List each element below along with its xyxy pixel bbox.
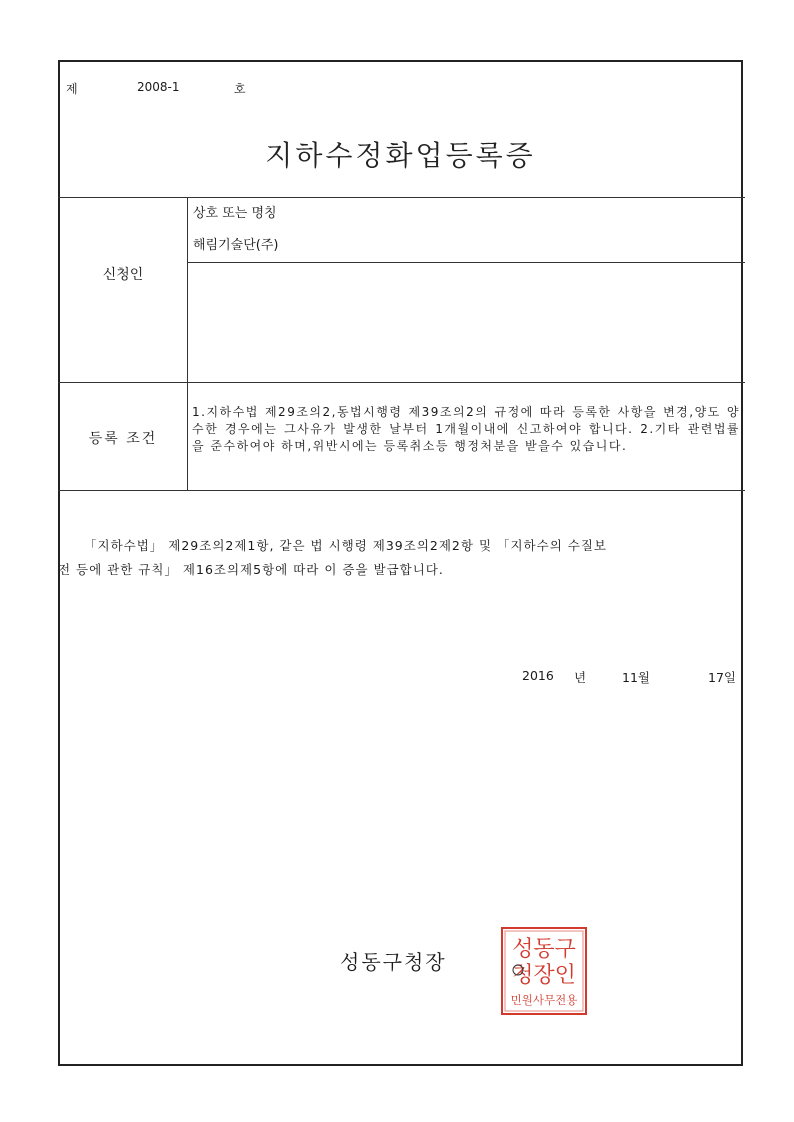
legal-basis-statement xyxy=(58,534,738,582)
applicant-label: 신청인 xyxy=(102,267,144,283)
trade-name-label: 상호 또는 명칭 xyxy=(193,206,277,221)
seal-line-2: 청장인 xyxy=(512,963,576,988)
divider-applicant xyxy=(58,382,745,383)
certificate-number: 2008-1 xyxy=(137,80,180,94)
registration-conditions-label: 등록 조건 xyxy=(88,431,158,447)
document-title: 지하수정화업등록증 xyxy=(265,139,536,172)
registration-conditions-text: 1.지하수법 제29조의2,동법시행령 제39조의2의 규정에 따라 등록한 사항을 변경,양도 양수한 경우에는 그사유가 발생한 날부터 1개월이내에 신고하여야 합니다. 2.기타 관련법률을 준수하여야 하며,위반시에는 등록취소등 행정처분을 받을수 있습니다. xyxy=(192,405,740,453)
issue-date-year-unit: 년 xyxy=(574,670,587,685)
legal-basis-line-1: 「지하수법」 제29조의2제1항, 같은 법 시행령 제39조의2제2항 및 「지하수의 수질보 xyxy=(84,538,607,553)
divider-trade-name xyxy=(187,262,745,263)
issue-date-day: 17일 xyxy=(708,670,736,685)
issue-date-year: 2016 xyxy=(522,668,554,683)
issue-date-month: 11월 xyxy=(622,670,650,685)
trade-name-value: 해림기술단(주) xyxy=(193,238,279,253)
seal-line-1: 성동구 xyxy=(512,937,576,962)
seal-line-3: 민원사무전용 xyxy=(510,993,578,1007)
legal-basis-line-2: 전 등에 관한 규칙」 제16조의제5항에 따라 이 증을 발급합니다. xyxy=(58,562,444,577)
issuer-name: 성동구청장 xyxy=(340,950,447,974)
divider-header xyxy=(58,197,745,198)
certificate-number-suffix: 호 xyxy=(234,82,246,96)
official-seal xyxy=(500,926,588,1016)
divider-conditions xyxy=(58,490,745,491)
certificate-number-prefix: 제 xyxy=(66,82,78,96)
